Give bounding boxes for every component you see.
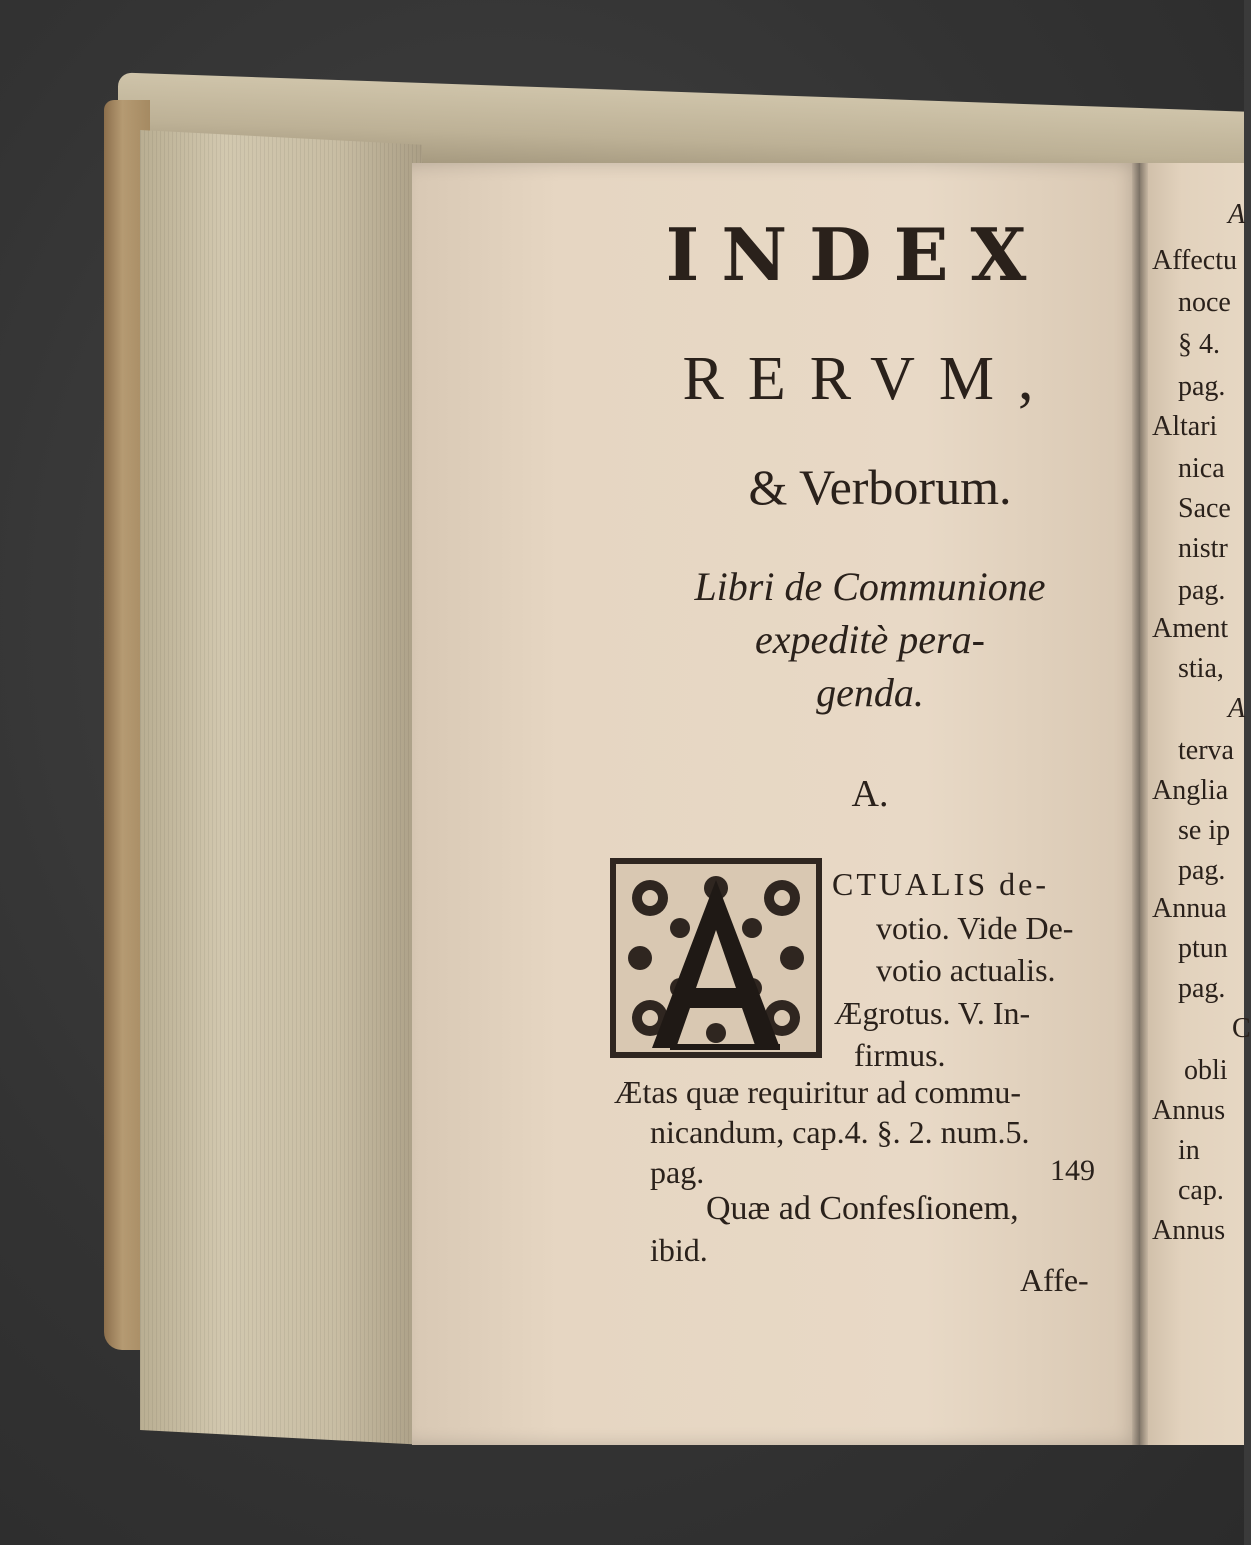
entry-page-label: pag.: [650, 1154, 705, 1190]
right-page-line: noce: [1178, 287, 1231, 318]
entry-line: Ægrotus. V. In-: [834, 995, 1031, 1031]
entry-line: CTUALIS de-: [832, 866, 1049, 902]
right-page-line: Sace: [1178, 493, 1231, 524]
entry-line: ibid.: [650, 1232, 708, 1268]
right-page-line: nica: [1178, 453, 1225, 484]
right-page-line: ptun: [1178, 933, 1228, 964]
subtitle-line: Libri de Communione: [694, 564, 1046, 609]
right-page-line: C: [1232, 1013, 1251, 1044]
entry-line: Ætas quæ requiritur ad commu-: [614, 1074, 1022, 1110]
catchword: Affe-: [1020, 1262, 1089, 1298]
right-page-line: stia,: [1178, 653, 1224, 684]
right-page-line: Anglia: [1152, 775, 1229, 806]
subtitle: [640, 560, 1100, 719]
section-letter: A.: [851, 773, 889, 815]
subtitle-line: genda.: [816, 670, 924, 715]
right-page-text: [1148, 163, 1251, 1445]
entry-line: firmus.: [854, 1037, 946, 1073]
right-page-line: in: [1178, 1135, 1200, 1166]
right-page-line: pag.: [1178, 575, 1226, 606]
right-page-line: terva: [1178, 735, 1234, 766]
entry-line: votio actualis.: [876, 952, 1056, 988]
right-page-line: Altari: [1152, 411, 1218, 442]
right-page-line: § 4.: [1178, 329, 1220, 360]
subtitle-line: expeditè pera-: [755, 617, 985, 662]
entry-line: votio. Vide De-: [876, 910, 1074, 946]
right-page-line: pag.: [1178, 855, 1226, 886]
right-page-line: Annua: [1152, 893, 1227, 924]
right-page-line: cap.: [1178, 1175, 1224, 1206]
right-page-line: Affectu: [1152, 245, 1237, 276]
entry-line: Quæ ad Confesſionem,: [706, 1190, 1019, 1227]
right-page-line: nistr: [1178, 533, 1228, 564]
verborum-title: & Verborum.: [748, 459, 1012, 515]
right-page-line: Ament: [1152, 613, 1229, 644]
page-gutter: [1132, 163, 1148, 1445]
right-page-line: Annus: [1152, 1095, 1226, 1126]
index-title: INDEX: [665, 212, 1049, 297]
decorated-initial-a-icon: [610, 858, 822, 1058]
right-page-line: se ip: [1178, 815, 1231, 846]
right-page-line: Annus: [1152, 1215, 1226, 1246]
right-page-line: A: [1228, 693, 1246, 724]
page-block-edge: [140, 130, 422, 1445]
right-page-line: pag.: [1178, 371, 1226, 402]
entry-line: nicandum, cap.4. §. 2. num.5.: [650, 1114, 1030, 1150]
rerum-title: RERVM,: [682, 345, 1058, 413]
right-page-line: obli: [1184, 1055, 1228, 1086]
entry-page-number: 149: [1050, 1154, 1095, 1187]
right-page-line: A: [1228, 199, 1246, 230]
decorated-initial-a: [610, 858, 822, 1058]
right-page-line: pag.: [1178, 973, 1226, 1004]
